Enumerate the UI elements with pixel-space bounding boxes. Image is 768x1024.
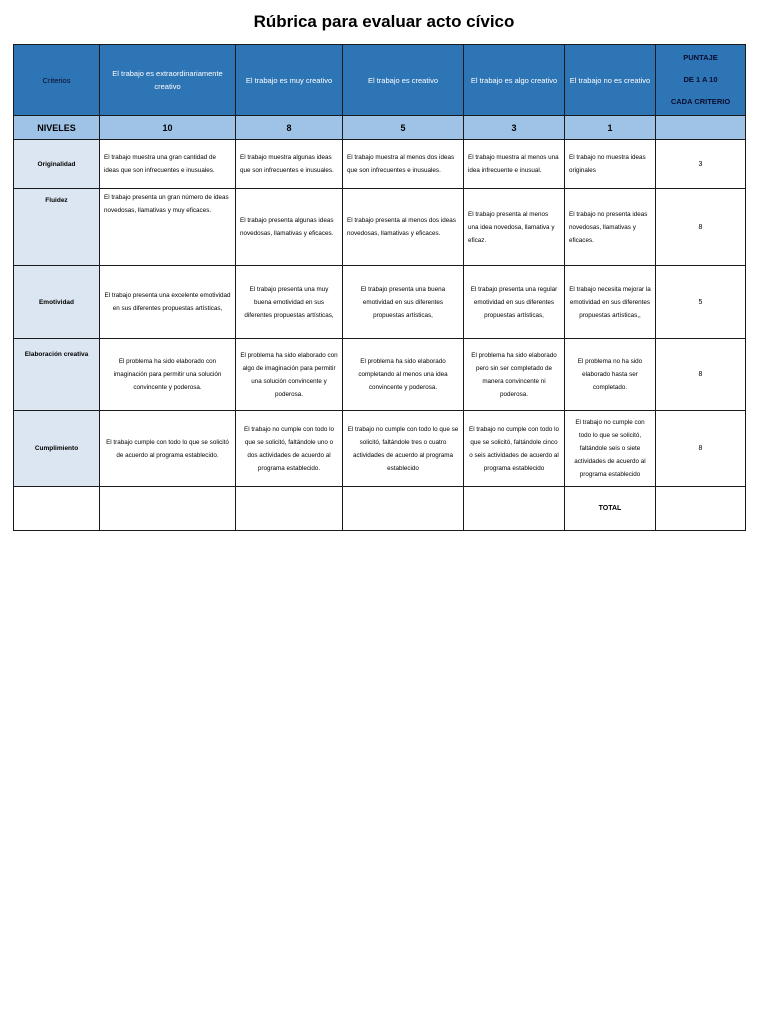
criterion-label: Emotividad	[14, 266, 100, 339]
descriptor-cell: El trabajo no cumple con todo lo que se solicitó, faltándole uno o dos actividades de acuerdo al programa establecido.	[236, 411, 343, 487]
empty-cell	[236, 487, 343, 531]
descriptor-cell: El trabajo no cumple con todo lo que se solicitó, faltándole seis o siete actividades de acuerdo al programa establecido	[565, 411, 656, 487]
points-header-line2: DE 1 A 10	[683, 75, 718, 84]
descriptor-cell: El trabajo muestra algunas ideas que son infrecuentes e inusuales.	[236, 140, 343, 189]
descriptor-cell: El trabajo no presenta ideas novedosas, llamativas y eficaces.	[565, 189, 656, 266]
descriptor-cell: El trabajo presenta una buena emotividad en sus diferentes propuestas artísticas,	[343, 266, 464, 339]
descriptor-cell: El trabajo muestra al menos una idea infrecuente e inusual.	[464, 140, 565, 189]
table-row	[14, 266, 746, 339]
score-cell: 8	[656, 411, 746, 487]
score-cell: 8	[656, 189, 746, 266]
rubric-table	[13, 44, 746, 531]
levels-label: NIVELES	[14, 116, 100, 140]
empty-cell	[343, 487, 464, 531]
total-label: TOTAL	[565, 487, 656, 531]
descriptor-cell: El trabajo presenta un gran número de ideas novedosas, llamativas y muy eficaces.	[100, 189, 236, 266]
levels-row	[14, 116, 746, 140]
column-header-creative: El trabajo es creativo	[343, 45, 464, 116]
level-value: 5	[343, 116, 464, 140]
descriptor-cell: El problema ha sido elaborado con imaginación para permitir una solución convincente y poderosa.	[100, 339, 236, 411]
empty-cell	[14, 487, 100, 531]
column-header-somewhat-creative: El trabajo es algo creativo	[464, 45, 565, 116]
criterion-label: Elaboración creativa	[14, 339, 100, 411]
empty-cell	[464, 487, 565, 531]
criterion-label: Cumplimiento	[14, 411, 100, 487]
descriptor-cell: El trabajo muestra una gran cantidad de ideas que son infrecuentes e inusuales.	[100, 140, 236, 189]
level-value: 10	[100, 116, 236, 140]
descriptor-cell: El trabajo necesita mejorar la emotividad en sus diferentes propuestas artísticas,,	[565, 266, 656, 339]
table-row	[14, 189, 746, 266]
points-header-line3: CADA CRITERIO	[670, 97, 731, 106]
column-header-not-creative: El trabajo no es creativo	[565, 45, 656, 116]
level-value: 3	[464, 116, 565, 140]
descriptor-cell: El trabajo presenta una regular emotividad en sus diferentes propuestas artísticas,	[464, 266, 565, 339]
descriptor-cell: El problema ha sido elaborado con algo de imaginación para permitir una solución convincente y poderosa.	[236, 339, 343, 411]
score-cell: 3	[656, 140, 746, 189]
criterion-label: Originalidad	[14, 140, 100, 189]
descriptor-cell: El trabajo presenta algunas ideas novedosas, llamativas y eficaces.	[236, 189, 343, 266]
descriptor-cell: El problema no ha sido elaborado hasta ser completado.	[565, 339, 656, 411]
column-header-extraordinary: El trabajo es extraordinariamente creativo	[100, 45, 236, 116]
descriptor-cell: El trabajo presenta una excelente emotividad en sus diferentes propuestas artísticas,	[100, 266, 236, 339]
criteria-header: Criterios	[14, 45, 100, 116]
header-row	[14, 45, 746, 116]
points-header	[656, 45, 746, 116]
descriptor-cell: El trabajo no muestra ideas originales	[565, 140, 656, 189]
total-value-cell	[656, 487, 746, 531]
descriptor-cell: El trabajo presenta al menos dos ideas novedosas, llamativas y eficaces.	[343, 189, 464, 266]
table-row	[14, 411, 746, 487]
total-row	[14, 487, 746, 531]
descriptor-cell: El trabajo no cumple con todo lo que se solicitó, faltándole cinco o seis actividades de acuerdo al programa establecido	[464, 411, 565, 487]
level-value: 1	[565, 116, 656, 140]
level-value-empty	[656, 116, 746, 140]
empty-cell	[100, 487, 236, 531]
page-title: Rúbrica para evaluar acto cívico	[253, 12, 515, 31]
score-cell: 8	[656, 339, 746, 411]
score-cell: 5	[656, 266, 746, 339]
table-row	[14, 140, 746, 189]
column-header-very-creative: El trabajo es muy creativo	[236, 45, 343, 116]
descriptor-cell: El trabajo muestra al menos dos ideas que son infrecuentes e inusuales.	[343, 140, 464, 189]
descriptor-cell: El trabajo presenta una muy buena emotividad en sus diferentes propuestas artísticas,	[236, 266, 343, 339]
points-header-line1: PUNTAJE	[683, 53, 718, 62]
table-row	[14, 339, 746, 411]
descriptor-cell: El trabajo presenta al menos una idea novedosa, llamativa y eficaz.	[464, 189, 565, 266]
descriptor-cell: El trabajo no cumple con todo lo que se solicitó, faltándole tres o cuatro actividades de acuerdo al programa establecido	[343, 411, 464, 487]
descriptor-cell: El problema ha sido elaborado pero sin ser completado de manera convincente ni poderosa.	[464, 339, 565, 411]
descriptor-cell: El problema ha sido elaborado completando al menos una idea convincente y poderosa.	[343, 339, 464, 411]
criterion-label: Fluidez	[14, 189, 100, 266]
level-value: 8	[236, 116, 343, 140]
descriptor-cell: El trabajo cumple con todo lo que se solicitó de acuerdo al programa establecido.	[100, 411, 236, 487]
